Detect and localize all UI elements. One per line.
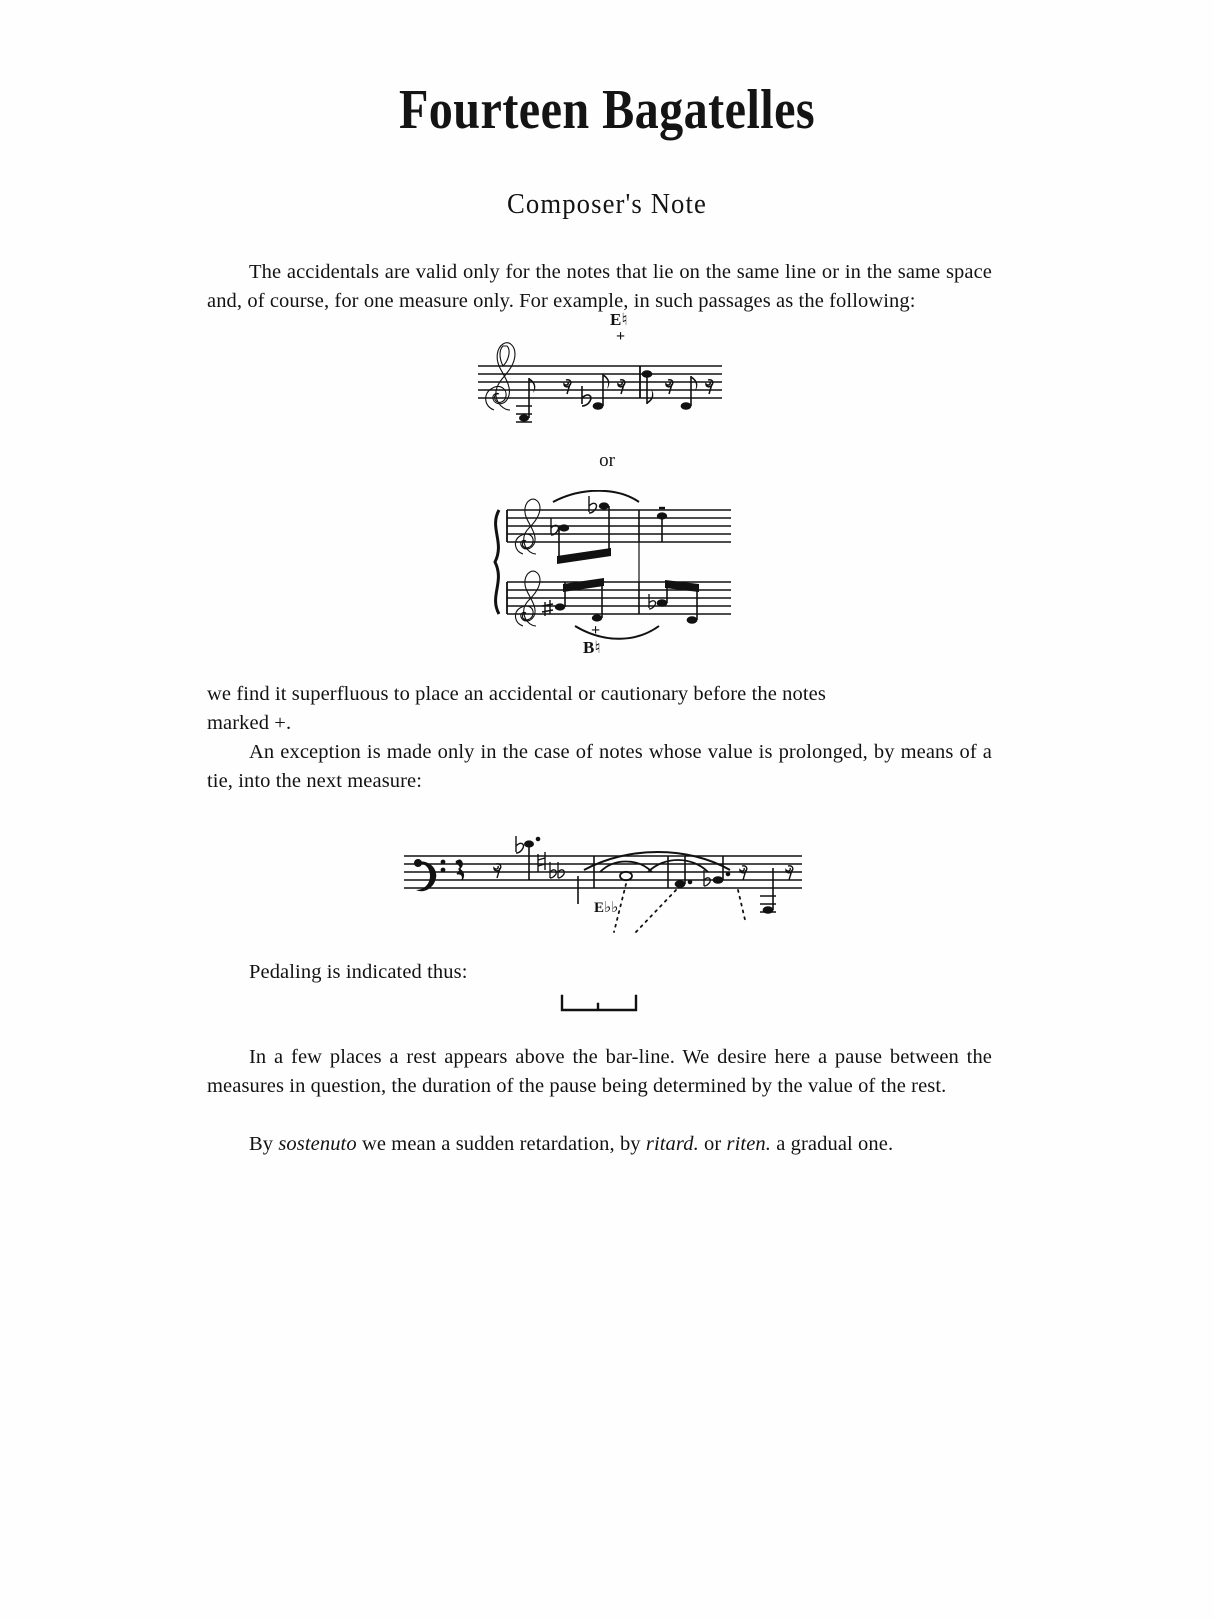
paragraph-rest-above-barline-text: In a few places a rest appears above the bar-line. We desire here a pause between the measures in question, the duration of the pause being determined by the value of the rest. <box>207 1046 992 1097</box>
paragraph-exception-text: An exception is made only in the case of notes whose value is prolonged, by means of a tie, into the next measure: <box>207 741 992 792</box>
treble-clef-icon <box>486 343 515 410</box>
sostenuto-pre: By <box>249 1133 279 1155</box>
page-title: Fourteen Bagatelles <box>398 79 816 141</box>
pedal-bracket-mark <box>558 994 648 1025</box>
sostenuto-mid1: we mean a sudden retardation, by <box>356 1133 646 1155</box>
paragraph-pedaling <box>207 958 992 987</box>
paragraph-exception <box>207 738 992 796</box>
example1-plus-mark: + <box>616 328 626 345</box>
slur-lower <box>575 626 659 639</box>
paragraph-superfluous-line2: marked +. <box>207 712 292 734</box>
ritard-italic: ritard. <box>645 1133 699 1155</box>
music-example-2-staff <box>487 490 737 650</box>
paragraph-pedaling-text: Pedaling is indicated thus: <box>249 961 468 983</box>
paragraph-sostenuto <box>207 1130 992 1159</box>
brace-icon <box>495 510 499 614</box>
section-subtitle: Composer's Note <box>507 188 707 220</box>
paragraph-accidentals-rule <box>207 258 992 316</box>
music-example-1 <box>470 310 730 432</box>
sostenuto-mid2: or <box>698 1133 727 1155</box>
paragraph-superfluous <box>207 680 992 738</box>
slur-upper <box>553 491 639 502</box>
sostenuto-post: a gradual one. <box>771 1133 894 1155</box>
music-example-3-staff <box>398 828 808 938</box>
example2-plus-mark: + <box>591 622 601 639</box>
riten-italic: riten. <box>726 1133 771 1155</box>
sostenuto-italic: sostenuto <box>278 1133 357 1155</box>
pedal-bracket-icon <box>558 994 648 1020</box>
music-example-1-staff <box>470 332 730 432</box>
example3-accidental-label: E♭♭ <box>594 900 619 916</box>
music-example-3 <box>398 828 808 938</box>
paragraph-accidentals-rule-text: The accidentals are valid only for the notes that lie on the same line or in the same space and, of course, for one measure only. For example, in such passages as the following: <box>207 261 992 312</box>
tie-short-2 <box>648 860 708 872</box>
tie-short-1 <box>600 862 652 873</box>
paragraph-rest-above-barline <box>207 1043 992 1101</box>
or-label: or <box>599 450 615 471</box>
music-example-2 <box>487 490 737 657</box>
example2-accidental-label: B♮ <box>583 638 601 657</box>
example1-accidental-label: E♮ <box>610 310 628 329</box>
paragraph-superfluous-line1: we find it superfluous to place an accidental or cautionary before the notes <box>207 683 826 705</box>
